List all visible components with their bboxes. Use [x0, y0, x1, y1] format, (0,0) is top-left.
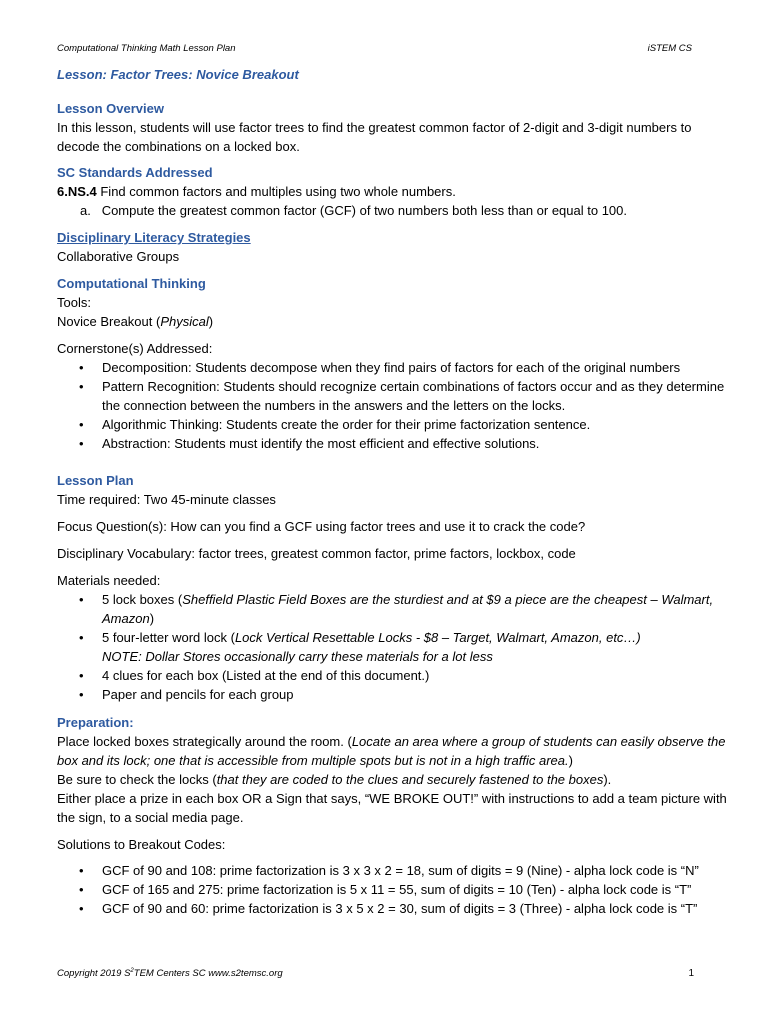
footer-copy-sup: 2: [130, 968, 134, 974]
literacy-text: Collaborative Groups: [57, 249, 180, 264]
standards-line: [57, 182, 727, 201]
material-2-text: 5 four-letter word lock (: [102, 630, 235, 645]
footer-copy-a: Copyright 2019 S: [57, 968, 131, 980]
standards-heading: SC Standards Addressed: [57, 165, 213, 180]
ct-cornerstones-label: Cornerstone(s) Addressed:: [57, 341, 213, 356]
prep-p1-end: ): [568, 753, 573, 768]
list-item: • GCF of 90 and 60: prime factorization is 3 x 5 x 2 = 30, sum of digits = 3 (Three) - alpha lock code is “T”: [57, 899, 727, 918]
list-item: • Paper and pencils for each group: [57, 685, 727, 704]
prep-p1-text: Place locked boxes strategically around the room. (: [57, 734, 352, 749]
list-item: • Pattern Recognition: Students should recognize certain combinations of factors occur and as they determine the connection between the numbers in the answers and the letters on the locks.: [57, 377, 727, 415]
standards-code: 6.NS.4: [57, 184, 97, 199]
materials-label: Materials needed:: [57, 573, 161, 588]
footer-copyright: [57, 968, 283, 979]
plan-focus: Focus Question(s): How can you find a GCF using factor trees and use it to crack the code?: [57, 519, 586, 534]
prep-p2: [57, 770, 727, 789]
standards-sub-text: Compute the greatest common factor (GCF) of two numbers both less than or equal to 100.: [101, 203, 628, 218]
header-right: iSTEM CS: [647, 43, 692, 54]
prep-p2-end: ).: [603, 772, 612, 787]
ct-tool-italic: Physical: [160, 314, 209, 329]
footer-copy-b: TEM Centers SC www.s2temsc.org: [133, 968, 283, 980]
list-item: • GCF of 90 and 108: prime factorization is 3 x 3 x 2 = 18, sum of digits = 9 (Nine) - alpha lock code is “N”: [57, 861, 727, 880]
standards-sub-label: a.: [80, 203, 91, 218]
header-left: Computational Thinking Math Lesson Plan: [57, 43, 236, 54]
plan-heading: Lesson Plan: [57, 473, 134, 488]
ct-tools-label: Tools:: [57, 295, 91, 310]
solutions-label: Solutions to Breakout Codes:: [57, 837, 226, 852]
plan-vocab: Disciplinary Vocabulary: factor trees, greatest common factor, prime factors, lockbox, code: [57, 546, 576, 561]
prep-p1-italic: Locate an area where a group of students can easily observe the box and its lock; one that is accessible from multiple spots but is not in a high traffic area.: [57, 734, 726, 768]
prep-p3: Either place a prize in each box OR a Sign that says, “WE BROKE OUT!” with instructions to add a team picture with the sign, to a social media page.: [57, 791, 727, 825]
standards-sub: [57, 201, 727, 220]
ct-heading: Computational Thinking: [57, 276, 206, 291]
lesson-title: Lesson: Factor Trees: Novice Breakout: [57, 67, 299, 82]
list-item: [57, 628, 727, 666]
ct-tool-suffix: ): [208, 314, 214, 329]
list-item: • Decomposition: Students decompose when they find pairs of factors for each of the original numbers: [57, 358, 727, 377]
prep-p2-text: Be sure to check the locks (: [57, 772, 217, 787]
solutions-list: [57, 861, 727, 918]
list-item: [57, 590, 727, 628]
material-1-text: 5 lock boxes (: [102, 592, 183, 607]
material-2-note: NOTE: Dollar Stores occasionally carry these materials for a lot less: [102, 649, 493, 664]
standards-text: Find common factors and multiples using two whole numbers.: [96, 184, 456, 199]
prep-p1: [57, 732, 727, 770]
prep-heading: Preparation:: [57, 715, 134, 730]
ct-tool-prefix: Novice Breakout (: [57, 314, 161, 329]
list-item: • Abstraction: Students must identify the most efficient and effective solutions.: [57, 434, 727, 453]
literacy-heading[interactable]: Disciplinary Literacy Strategies: [57, 230, 251, 245]
overview-text: In this lesson, students will use factor trees to find the greatest common factor of 2-digit and 3-digit numbers to decode the combinations on a locked box.: [57, 120, 692, 154]
ct-tool: [57, 312, 727, 331]
overview-heading: Lesson Overview: [57, 101, 164, 116]
materials-list: [57, 590, 727, 704]
list-item: • GCF of 165 and 275: prime factorization is 5 x 11 = 55, sum of digits = 10 (Ten) - alpha lock code is “T”: [57, 880, 727, 899]
material-1-end: ): [149, 611, 155, 626]
cornerstone-list: [57, 358, 727, 453]
list-item: • 4 clues for each box (Listed at the end of this document.): [57, 666, 727, 685]
material-1-italic: Sheffield Plastic Field Boxes are the sturdiest and at $9 a piece are the cheapest – Walmart, Amazon: [102, 592, 714, 626]
prep-p2-italic: that they are coded to the clues and securely fastened to the boxes: [216, 772, 604, 787]
list-item: • Algorithmic Thinking: Students create the order for their prime factorization sentence.: [57, 415, 727, 434]
plan-time: Time required: Two 45-minute classes: [57, 492, 276, 507]
material-2-italic: Lock Vertical Resettable Locks - $8 – Target, Walmart, Amazon, etc…): [234, 630, 641, 645]
page-number: 1: [688, 968, 694, 979]
